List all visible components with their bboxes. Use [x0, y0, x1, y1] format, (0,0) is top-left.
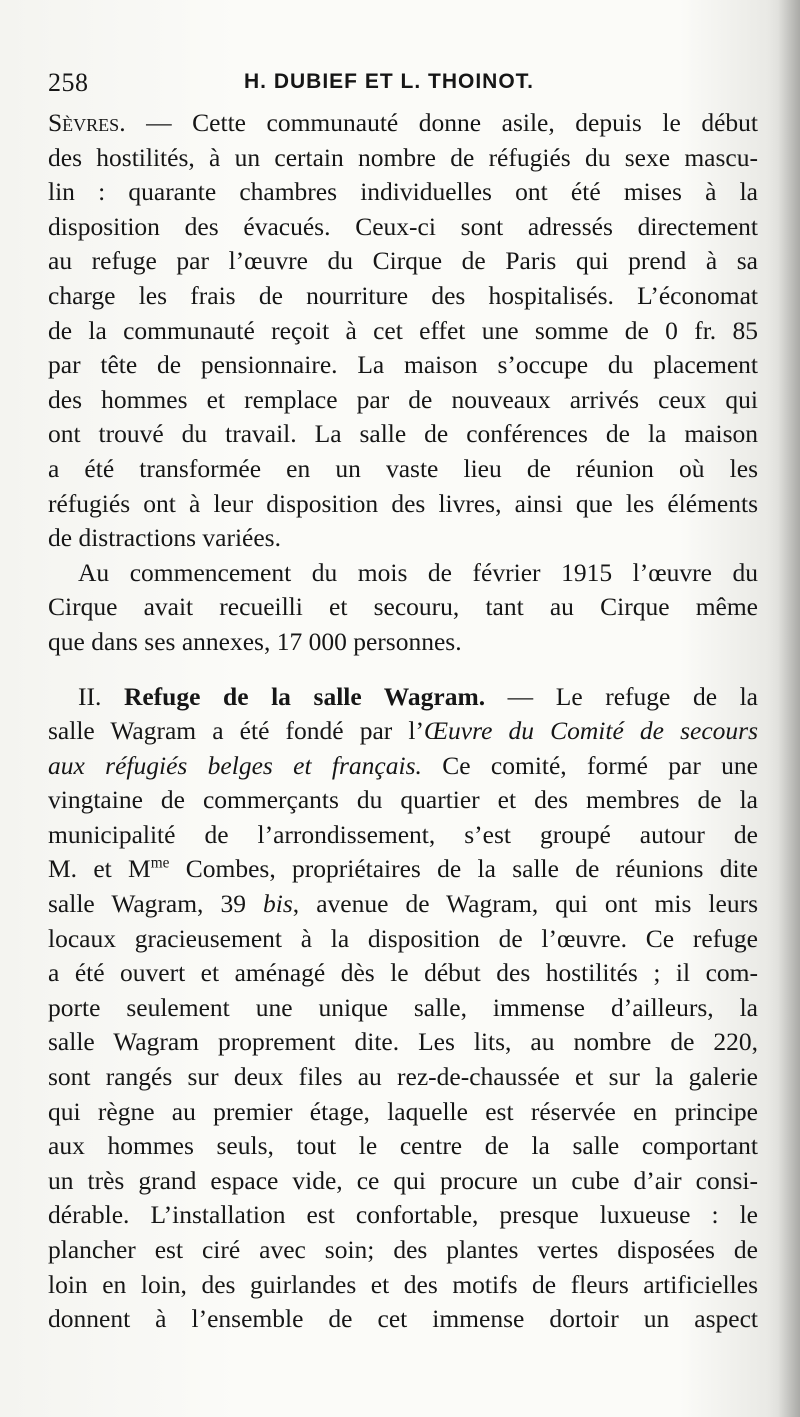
text-line: M. et $M^{me}$ Combes, propriétaires de la salle de réunions dite — [48, 854, 758, 884]
text-line: loin en loin, des guirlandes et des motifs de fleurs artificielles — [48, 1269, 758, 1299]
text-line: par tête de pensionnaire. La maison s’occupe du placement — [48, 350, 758, 380]
text-line: aux hommes seuls, tout le centre de la salle comportant — [48, 1131, 758, 1161]
page-number: 258 — [48, 68, 89, 97]
paragraph-cirque — [48, 556, 758, 660]
paragraph-sevres — [48, 106, 758, 556]
place-name: Sèvres. — [48, 108, 126, 137]
text-line: municipalité de l’arrondissement, s’est groupé autour de — [48, 819, 758, 849]
text-line: a été ouvert et aménagé dès le début des hostilités ; il com- — [48, 958, 758, 988]
text-line: lin : quarante chambres individuelles ont été mises à la — [48, 177, 758, 207]
section-spacer — [48, 660, 758, 680]
text-line: dérable. L’installation est confortable, presque luxueuse : le — [48, 1200, 758, 1230]
text-line: porte seulement une unique salle, immense d’ailleurs, la — [48, 992, 758, 1022]
text-line: donnent à l’ensemble de cet immense dortoir un aspect — [48, 1304, 758, 1334]
text-line: de la communauté reçoit à cet effet une somme de 0 fr. 85 — [48, 315, 758, 345]
text-line: sont rangés sur deux files au rez-de-chaussée et sur la galerie — [48, 1062, 758, 1092]
text-line: un très grand espace vide, ce qui procure un cube d’air consi- — [48, 1165, 758, 1195]
text-line: ont trouvé du travail. La salle de conférences de la maison — [48, 419, 758, 449]
text-line: Sèvres. — Cette communauté donne asile, depuis le début — [48, 108, 758, 137]
text-line: charge les frais de nourriture des hospitalisés. L’économat — [48, 280, 758, 310]
organization-name: aux réfugiés belges et français. — [48, 750, 422, 780]
section-number: II. — [78, 681, 102, 711]
text-line: salle Wagram proprement dite. Les lits, au nombre de 220, — [48, 1027, 758, 1057]
text-line: de distractions variées. — [48, 523, 281, 553]
text-line: Au commencement du mois de février 1915 l’œuvre du — [78, 557, 758, 587]
section-wagram — [48, 680, 758, 1337]
text-line: que dans ses annexes, 17 000 personnes. — [48, 626, 462, 656]
text-line: aux réfugiés belges et français. Ce comité, formé par une — [48, 750, 758, 780]
text-line: salle Wagram a été fondé par l’Œuvre du Comité de secours — [48, 716, 758, 746]
text-line: plancher est ciré avec soin; des plantes vertes disposées de — [48, 1235, 758, 1264]
text-line: des hostilités, à un certain nombre de réfugiés du sexe mascu- — [48, 142, 758, 172]
running-head: H. DUBIEF ET L. THOINOT. — [244, 70, 534, 93]
text-line: salle Wagram, 39 bis, avenue de Wagram, qui ont mis leurs — [48, 889, 758, 919]
text-line: locaux gracieusement à la disposition de l’œuvre. Ce refuge — [48, 923, 758, 953]
text-line: des hommes et remplace par de nouveaux arrivés ceux qui — [48, 384, 758, 414]
text-line: réfugiés ont à leur disposition des livres, ainsi que les éléments — [48, 488, 758, 518]
text-line: a été transformée en un vaste lieu de réunion où les — [48, 453, 758, 483]
organization-name: Œuvre du Comité de secours — [423, 716, 758, 746]
text-line: Cirque avait recueilli et secouru, tant au Cirque même — [48, 592, 758, 622]
page-edge-shadow — [778, 0, 800, 1417]
page-header — [48, 64, 748, 104]
text-line: au refuge par l’œuvre du Cirque de Paris qui prend à sa — [48, 246, 758, 276]
text-line: II. Refuge de la salle Wagram. — Le refuge de la — [78, 681, 758, 711]
body-text — [48, 106, 758, 1337]
text-line: disposition des évacués. Ceux-ci sont adressés directement — [48, 211, 758, 241]
text-line: qui règne au premier étage, laquelle est réservée en principe — [48, 1096, 758, 1126]
section-title: Refuge de la salle Wagram. — [123, 681, 486, 711]
text-line: vingtaine de commerçants du quartier et des membres de la — [48, 785, 758, 815]
